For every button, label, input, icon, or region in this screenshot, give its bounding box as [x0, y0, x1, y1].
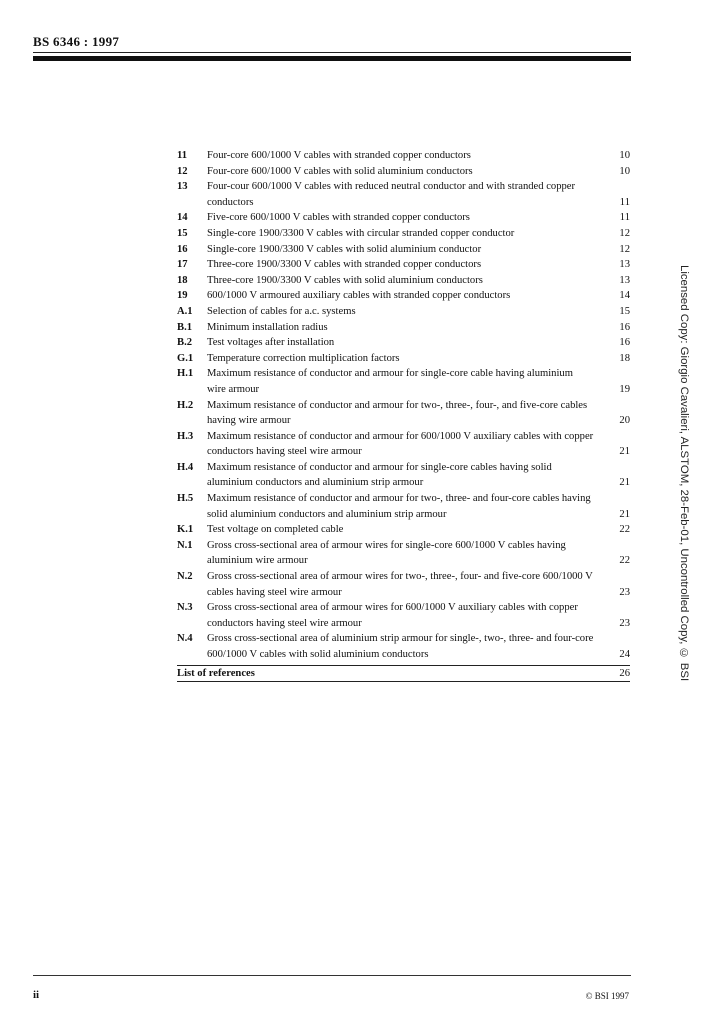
toc-entry[interactable]: [177, 460, 630, 491]
toc-entry-page: 15: [619, 305, 630, 317]
toc-entry-title: Maximum resistance of conductor and armour for two-, three- and four-core cables having solid aluminium conductors and aluminium strip armour: [207, 493, 591, 520]
toc-entry[interactable]: [177, 569, 630, 600]
references-page: 26: [619, 667, 630, 679]
toc-entry-page: 16: [619, 337, 630, 349]
toc-entry-number: 12: [177, 165, 188, 177]
standard-designation: BS 6346 : 1997: [33, 34, 120, 49]
toc-entry-number: 19: [177, 290, 188, 302]
toc-entry-title: Five-core 600/1000 V cables with stranded copper conductors: [207, 212, 470, 224]
toc-entry-number: 16: [177, 243, 188, 255]
toc-entry-number: N.1: [177, 539, 193, 551]
header-thin-rule: [33, 52, 631, 53]
toc-entry-number: H.3: [177, 430, 194, 442]
toc-entry[interactable]: [177, 429, 630, 460]
toc-entry-title: Single-core 1900/3300 V cables with solid aluminium conductor: [207, 243, 482, 255]
toc-entry-title: Gross cross-sectional area of armour wires for 600/1000 V auxiliary cables with copper conductors having steel wire armour: [207, 602, 578, 629]
toc-entry-number: B.2: [177, 337, 193, 349]
toc-entry-number: A.1: [177, 305, 193, 317]
toc-entry-page: 21: [619, 508, 630, 520]
toc-entry-title: Four-cour 600/1000 V cables with reduced neutral conductor and with stranded copper conductors: [207, 181, 576, 208]
toc-entry[interactable]: [177, 179, 630, 210]
toc-entry[interactable]: [177, 538, 630, 569]
toc-entry-title: 600/1000 V armoured auxiliary cables with stranded copper conductors: [207, 290, 511, 302]
toc-entry-number: K.1: [177, 524, 194, 536]
toc-entry[interactable]: [177, 320, 630, 336]
toc-entry-page: 24: [619, 649, 630, 660]
toc-entry[interactable]: [177, 164, 630, 180]
toc-entry-page: 11: [619, 212, 630, 224]
header-thick-rule: [33, 56, 631, 61]
toc-entry[interactable]: [177, 600, 630, 631]
toc-entry-number: H.4: [177, 461, 194, 473]
toc-entry-page: 12: [619, 227, 630, 239]
toc-entry-title: Three-core 1900/3300 V cables with solid aluminium conductors: [207, 274, 483, 286]
toc-entry[interactable]: [177, 335, 630, 351]
toc-entry-title: Selection of cables for a.c. systems: [207, 305, 356, 317]
toc-entry-number: N.3: [177, 602, 193, 614]
toc-entry-number: H.1: [177, 368, 194, 380]
toc-entry-number: 15: [177, 227, 188, 239]
toc-entry-title: Minimum installation radius: [207, 321, 328, 333]
toc-entry-page: 11: [619, 196, 630, 208]
toc-entry-page: 21: [619, 477, 630, 489]
toc-entry-number: 18: [177, 274, 188, 286]
toc-entry-title: Four-core 600/1000 V cables with stranded copper conductors: [207, 150, 471, 161]
references-entry[interactable]: [177, 665, 630, 682]
toc-entry-title: Gross cross-sectional area of armour wires for two-, three-, four- and five-core 600/1000 V cables having steel wire armour: [207, 571, 593, 598]
toc-entry-page: 21: [619, 446, 630, 458]
toc-entry[interactable]: [177, 288, 630, 304]
toc-entry-title: Four-core 600/1000 V cables with solid aluminium conductors: [207, 165, 473, 177]
toc-entry-page: 13: [619, 259, 630, 271]
toc-entry[interactable]: [177, 242, 630, 258]
toc-entry-page: 23: [619, 617, 630, 629]
toc-entry-page: 12: [619, 243, 630, 255]
toc-entry-title: Test voltages after installation: [207, 337, 335, 349]
toc-entry-title: Maximum resistance of conductor and armour for single-core cable having aluminium wire armour: [207, 368, 573, 395]
toc-entry-number: 13: [177, 181, 188, 193]
toc-entry-page: 14: [619, 290, 630, 302]
toc-entry-page: 10: [619, 150, 630, 161]
toc-entry-page: 13: [619, 274, 630, 286]
toc-entry[interactable]: [177, 226, 630, 242]
footer-copyright: © BSI 1997: [585, 991, 629, 1001]
toc-entry[interactable]: [177, 366, 630, 397]
toc-entry-title: Temperature correction multiplication factors: [207, 352, 400, 364]
references-label: List of references: [177, 667, 255, 679]
toc-entry[interactable]: [177, 351, 630, 367]
toc-entry[interactable]: [177, 148, 630, 164]
toc-entry[interactable]: [177, 257, 630, 273]
license-notice: Licensed Copy: Giorgio Cavalieri, ALSTOM, 28-Feb-01, Uncontrolled Copy, © BSI: [678, 265, 690, 682]
toc-entry[interactable]: [177, 304, 630, 320]
table-list: [177, 148, 630, 682]
toc-entry-page: 18: [619, 352, 630, 364]
toc-entry-title: Gross cross-sectional area of aluminium strip armour for single-, two-, three- and four-core 600/1000 V cables with solid aluminium conductors: [207, 633, 594, 660]
toc-entry-title: Single-core 1900/3300 V cables with circular stranded copper conductor: [207, 227, 515, 239]
toc-entry-page: 10: [619, 165, 630, 177]
toc-entry[interactable]: [177, 491, 630, 522]
toc-entry-number: 14: [177, 212, 188, 224]
toc-entry-number: 17: [177, 259, 188, 271]
footer-page-number: ii: [33, 989, 40, 1001]
toc-entry-title: Three-core 1900/3300 V cables with stranded copper conductors: [207, 259, 482, 271]
footer-rule: [33, 975, 631, 976]
toc-entry-page: 20: [619, 415, 630, 427]
toc-entry-number: B.1: [177, 321, 193, 333]
toc-entry[interactable]: [177, 210, 630, 226]
toc-entry[interactable]: [177, 273, 630, 289]
toc-entry-number: N.2: [177, 571, 193, 583]
toc-entry-number: H.2: [177, 399, 194, 411]
toc-entry-number: G.1: [177, 352, 194, 364]
toc-entry-title: Maximum resistance of conductor and armour for single-core cables having solid aluminium conductors and aluminium strip armour: [207, 461, 552, 489]
toc-entry[interactable]: [177, 522, 630, 538]
toc-entry-title: Maximum resistance of conductor and armour for two-, three-, four-, and five-core cables having wire armour: [207, 399, 588, 427]
toc-entry-page: 22: [619, 555, 630, 567]
toc-entry-number: 11: [177, 150, 188, 161]
toc-entry-title: Test voltage on completed cable: [207, 524, 344, 536]
toc-entry-title: Maximum resistance of conductor and armour for 600/1000 V auxiliary cables with copper conductors having steel wire armour: [207, 430, 594, 458]
toc-entry-number: N.4: [177, 633, 193, 645]
toc-entry[interactable]: [177, 398, 630, 429]
toc-entry[interactable]: [177, 631, 630, 662]
toc-entry-page: 22: [619, 524, 630, 536]
toc-entry-title: Gross cross-sectional area of armour wires for single-core 600/1000 V cables having aluminium wire armour: [207, 539, 566, 567]
toc-entry-number: H.5: [177, 493, 194, 505]
toc-rows: [177, 148, 630, 663]
toc-entry-page: 16: [619, 321, 630, 333]
toc-entry-page: 23: [619, 586, 630, 598]
toc-entry-page: 19: [619, 383, 630, 395]
